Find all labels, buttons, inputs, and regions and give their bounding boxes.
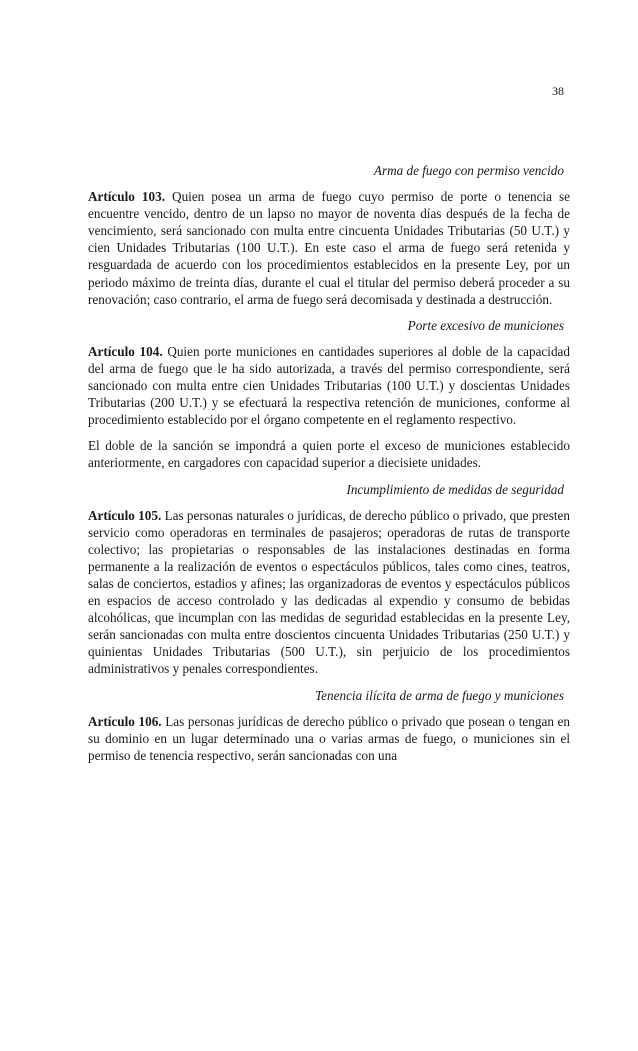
article-104-paragraph — [88, 343, 570, 428]
section-heading-incumplimiento-seguridad: Incumplimiento de medidas de seguridad — [346, 481, 564, 497]
section-heading-arma-permiso-vencido: Arma de fuego con permiso vencido — [373, 163, 564, 178]
article-104-label: Artículo 104. — [88, 343, 163, 359]
article-104-text: Quien porte municiones en cantidades superiores al doble de la capacidad del arma de fuego que le ha sido autorizada, a través del permiso correspondiente, será sancionado con multa entre cien Unidades Tributarias (100 U.T.) y doscientas Unidades Tributarias (200 U.T.) y se efectuará la respectiva retención de municiones, conforme al procedimiento establecido por el órgano competente en el reglamento respectivo. — [88, 343, 570, 428]
article-105-text: Las personas naturales o jurídicas, de derecho público o privado, que presten servicio como operadoras en terminales de pasajeros; operadoras de rutas de transporte colectivo; las propietarias o responsables de las instalaciones destinadas en forma permanente a la realización de eventos o espectáculos públicos, tales como cines, teatros, salas de conciertos, estadios y afines; las organizadoras de eventos y espectáculos públicos en espacios de acceso controlado y las dedicadas al expendio y consumo de bebidas alcohólicas, que incumplan con las medidas de seguridad establecidas en la presente Ley, serán sancionadas con multa entre doscientos cincuenta Unidades Tributarias (250 U.T.) y quinientas Unidades Tributarias (500 U.T.), sin perjuicio de los procedimientos administrativos y penales correspondientes. — [88, 507, 570, 677]
article-103-paragraph — [88, 188, 570, 308]
article-103-label: Artículo 103. — [88, 189, 165, 205]
article-105-paragraph — [88, 507, 570, 678]
section-heading-porte-excesivo: Porte excesivo de municiones — [407, 317, 564, 333]
article-105-label: Artículo 105. — [88, 507, 162, 523]
article-106-text: Las personas jurídicas de derecho público o privado que posean o tengan en su dominio en un lugar determinado una o varias armas de fuego, o municiones sin el permiso de tenencia respectivo, serán sancionadas con una — [88, 713, 570, 763]
article-104-second-paragraph: El doble de la sanción se impondrá a quien porte el exceso de municiones establecido anteriormente, en cargadores con capacidad superior a diecisiete unidades. — [88, 438, 570, 471]
article-106-label: Artículo 106. — [88, 713, 162, 729]
document-body — [88, 162, 570, 773]
section-heading-tenencia-ilicita: Tenencia ilícita de arma de fuego y municiones — [315, 687, 564, 703]
page-number: 38 — [552, 84, 564, 98]
article-103-text: Quien posea un arma de fuego cuyo permiso de porte o tenencia se encuentre vencido, dentro de un lapso no mayor de noventa días después de la fecha de vencimiento, será sancionado con multa entre cincuenta Unidades Tributarias (50 U.T.) y cien Unidades Tributarias (100 U.T.). En este caso el arma de fuego será retenida y resguardada de acuerdo con los procedimientos establecidos en la presente Ley, por un periodo máximo de treinta días, durante el cual el titular del permiso deberá proceder a su renovación; caso contrario, el arma de fuego será decomisada y destinada a destrucción. — [88, 189, 570, 307]
article-106-paragraph — [88, 713, 570, 764]
